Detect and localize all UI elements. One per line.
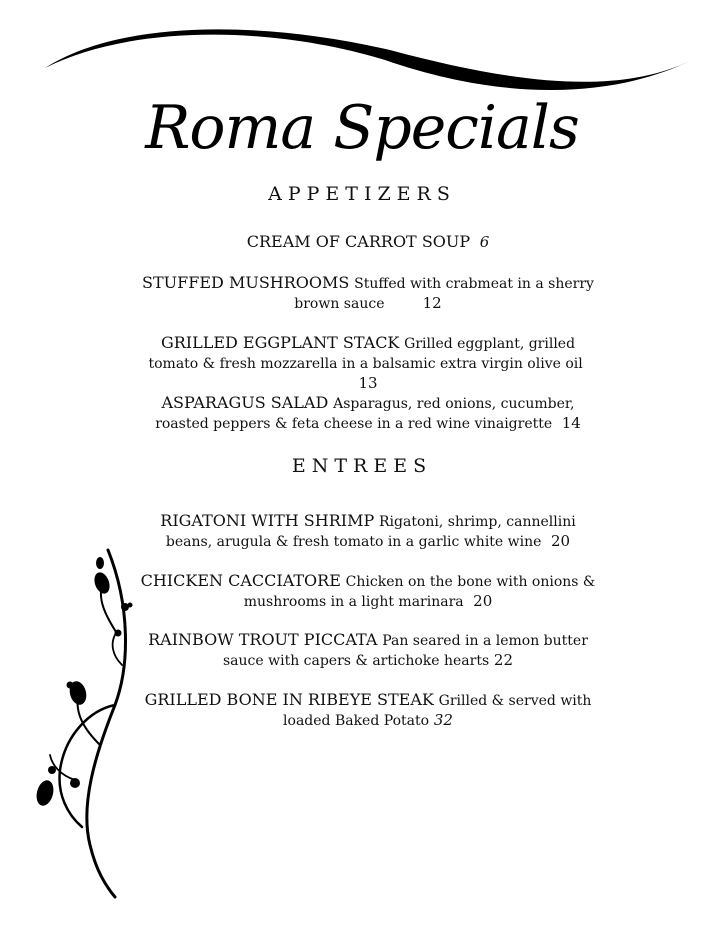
item-price: 12 — [422, 294, 442, 312]
menu-item — [138, 273, 598, 314]
item-description: Chicken on the bone with onions & mushrooms in a light marinara — [243, 574, 596, 610]
item-description: Asparagus, red onions, cucumber, roasted peppers & feta cheese in a red wine vinaigrette — [155, 396, 575, 432]
item-name: STUFFED MUSHROOMS — [142, 273, 350, 292]
item-name: ASPARAGUS SALAD — [161, 393, 329, 412]
item-price: 20 — [473, 592, 493, 610]
menu-title: Roma Specials — [145, 93, 579, 163]
section-heading-entrees: ENTREES — [291, 455, 433, 477]
item-price: 6 — [479, 233, 490, 251]
item-description: Stuffed with crabmeat in a sherry brown sauce — [294, 276, 594, 312]
item-price: 13 — [358, 374, 378, 392]
item-description: Pan seared in a lemon butter sauce with capers & artichoke hearts — [222, 633, 588, 669]
item-price: 32 — [433, 711, 453, 729]
item-price: 22 — [493, 651, 514, 669]
decorative-vine — [30, 545, 140, 900]
item-name: RAINBOW TROUT PICCATA — [148, 630, 378, 649]
menu-item — [138, 333, 598, 393]
item-name: GRILLED BONE IN RIBEYE STEAK — [144, 690, 434, 709]
item-price: 14 — [561, 414, 581, 432]
menu-item — [138, 571, 598, 612]
item-price: 20 — [550, 532, 571, 550]
item-description: Grilled & served with loaded Baked Potato — [283, 693, 592, 729]
menu-item — [138, 630, 598, 671]
item-name: RIGATONI WITH SHRIMP — [160, 511, 375, 530]
item-description: Grilled eggplant, grilled tomato & fresh mozzarella in a balsamic extra virgin olive oil — [148, 336, 583, 372]
menu-item — [138, 232, 598, 252]
menu-item — [138, 690, 598, 731]
item-name: GRILLED EGGPLANT STACK — [160, 333, 400, 352]
item-description: Rigatoni, shrimp, cannellini beans, arugula & fresh tomato in a garlic white wine — [165, 514, 576, 550]
item-name: CREAM OF CARROT SOUP — [246, 232, 471, 251]
section-heading-appetizers: APPETIZERS — [268, 183, 456, 205]
menu-item — [138, 393, 598, 434]
menu-item — [138, 511, 598, 552]
item-name: CHICKEN CACCIATORE — [140, 571, 341, 590]
